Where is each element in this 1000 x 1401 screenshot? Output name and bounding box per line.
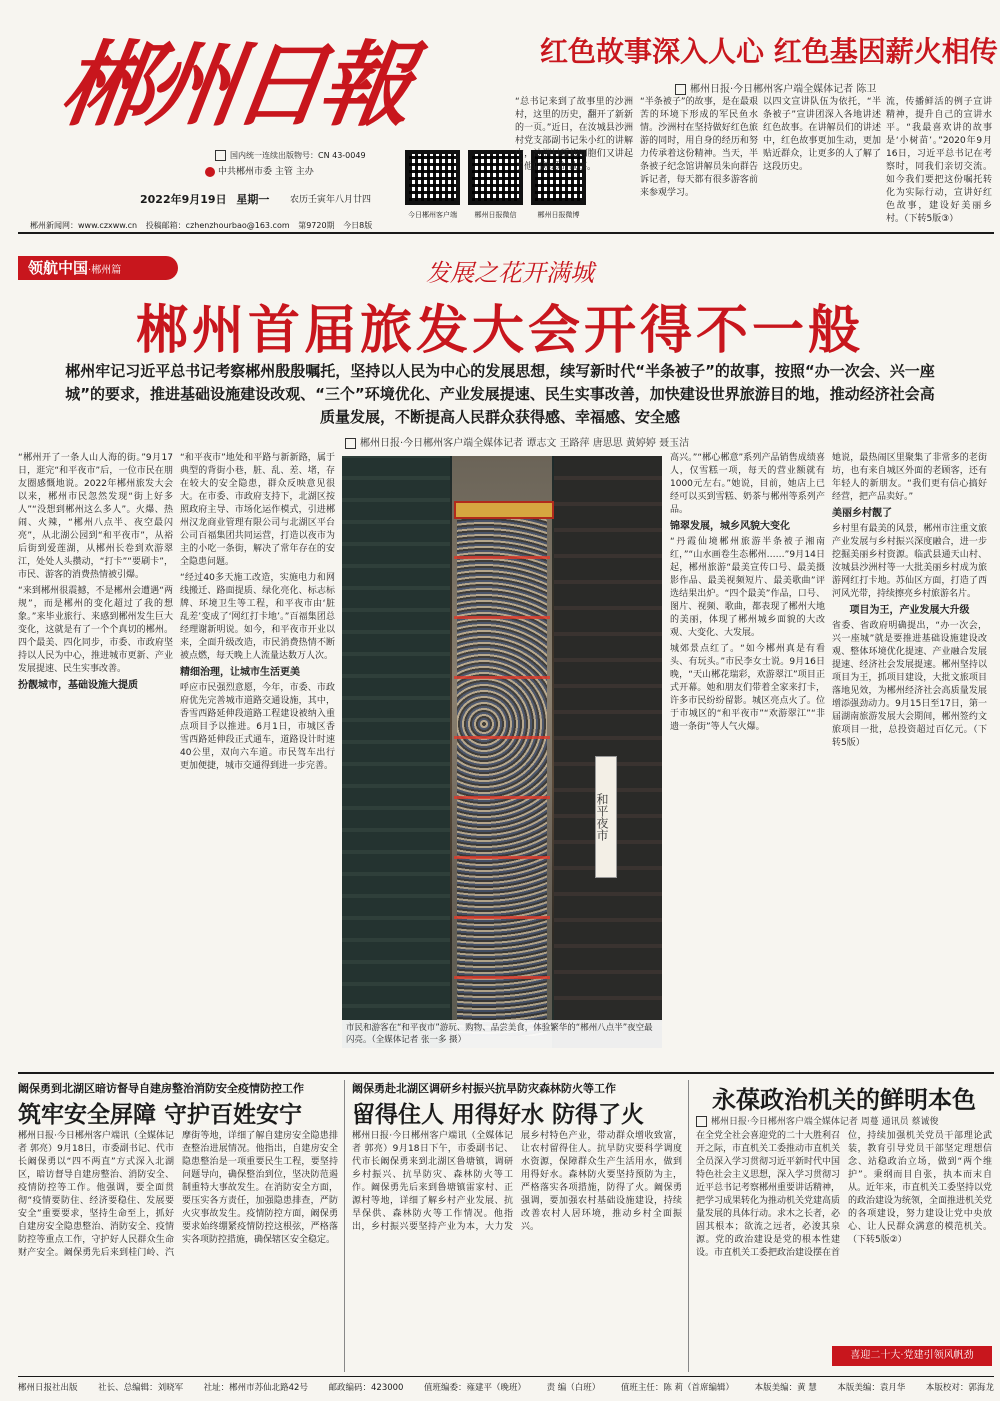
- qr-caption-2: 郴州日报微信: [474, 211, 517, 219]
- footer-editor: 值班编委：雍建平（晚班）: [424, 1383, 527, 1393]
- publisher-line: [205, 164, 405, 177]
- lead-col-3-para-3: 城郊景点红了。“如今郴州真是有看头、有玩头。”市民李女士说。9月16日晚，“天山郴花瑞彩，欢游翠江”项目正式开幕。她和朋友们带着全家来打卡，许多市民纷纷留影。城区亮点火了。位于市城区的“和平夜市”“欢游翠江”“非遗一条街”等人气火爆。: [670, 644, 825, 732]
- photo-left-buildings: [342, 456, 450, 1048]
- lead-col-3-para-2: “丹霞仙境郴州旅游半条被子湘南红，”“山水画卷生态郴州……”9月14日起，郴州旅游“最美宣传口号、最美摄影作品、最美视频短片、最美歌曲”评选结果出炉。“四个最美”作品，口号、图片、视频、歌曲，都表现了郴州大地的美丽，体现了郴州城乡面貌的大改观、大变化、大发展。: [670, 537, 825, 638]
- issue-weekday: 星期一: [236, 193, 270, 206]
- qr-caption-1: 今日郴州客户端: [408, 211, 457, 219]
- top-story-byline: [675, 80, 995, 95]
- checkbox-icon: [215, 150, 226, 161]
- lead-summary: 郴州牢记习近平总书记考察郴州殷殷嘱托，坚持以人民为中心的发展思想，续写新时代“半条被子”的故事，按照“办一次会、兴一座城”的要求，推进基础设施建设改观、“三个”环境优化、产业发展提速、民生实事改善，加快建设世界旅游目的地，推动经济社会高质量发展，不断提高人民群众获得感、幸福感、安全感: [65, 362, 935, 426]
- bottom-right-text: 在全党全社会喜迎党的二十大胜利召开之际，市直机关工委推动市直机关全员深入学习贯彻习近平新时代中国特色社会主义思想，深入学习贯彻习近平总书记考察郴州重要讲话精神，把学习成果转化为推动机关党建高质量发展的具体行动。求木之长者，必固其根本；欲流之远者，必浚其泉源。党的政治建设是党的根本性建设。市直机关工委把政治建设摆在首位，持续加强机关党员干部理论武装，教育引导党员干部坚定理想信念、站稳政治立场，做到“两个维护”。秉纲而目自张，执本而末自从。近年来，市直机关工委坚持以党的政治建设为统领，全面推进机关党的各项建设，努力建设让党中央放心、让人民群众满意的模范机关。（下转5版②）: [696, 1131, 993, 1258]
- byline-icon: [345, 438, 356, 449]
- issue-date: 2022年9月19日: [140, 193, 227, 206]
- bottom-left-headline: 筑牢安全屏障 守护百姓安宁: [18, 1101, 303, 1128]
- footer-publisher: 郴州日报社出版: [18, 1383, 78, 1393]
- bottom-divider-2: [688, 1080, 689, 1372]
- serial-number: 国内统一连续出版物号：CN 43-0049: [230, 151, 366, 160]
- bottom-mid-headline: 留得住人 用得好水 防得了火: [352, 1101, 645, 1128]
- lead-col-2-para-1: “和平夜市”地处和平路与新新路，属于典型的背街小巷，脏、乱、差、堵，存在较大的安全隐患，群众反映意见很大。在市委、市政府支持下，北湖区按照政府主导、市场化运作模式，引进郴州汉龙商业管理有限公司与北湖区平台公司百福集团共同运营，打造以夜市为主的小吃一条街，解决了常年存在的安全隐患问题。: [180, 453, 335, 567]
- footer-divider: [18, 1376, 994, 1377]
- top-story-col-2: “半条被子”的故事，是在最艰苦的环境下形成的军民鱼水情。沙洲村在坚持做好红色旅游的同时，用自身的经历和努力传承着这份精神。当天，半条被子纪念馆讲解员朱向群告诉记者，每天都有很多游客前来参观学习。: [640, 97, 758, 198]
- bottom-left-text: 郴州日报·今日郴州客户端讯（全媒体记者 郭亮）9月18日，市委副书记、代市长阚保勇以“四不两直”方式深入北湖区，暗访督导自建房整治、消防安全、疫情防控等工作。他强调，要全面贯彻“疫情要防住、经济要稳住、发展要安全”重要要求，坚持生命至上，抓好自建房安全隐患整治、消防安全、疫情防控等重点工作，守护好人民群众生命财产安全。阚保勇先后来到桂门岭、汽摩街等地，详细了解自建房安全隐患排查整治进展情况。他指出，自建房安全隐患整治是一项重要民生工程，要坚持问题导向，确保整治到位，坚决防范遏制重特大事故发生。在消防安全方面，要压实各方责任，加强隐患排查，严防火灾事故发生。疫情防控方面，阚保勇要求始终绷紧疫情防控这根弦，严格落实各项防控措施，确保辖区安全稳定。: [18, 1131, 338, 1258]
- section-badge-main: 领航中国: [28, 259, 89, 277]
- lead-col-1: [18, 452, 173, 1068]
- serial-label: [215, 150, 415, 161]
- email: 投稿邮箱：czhenzhourbao@163.com: [145, 221, 290, 230]
- lead-col-4-para-2: 乡村里有最美的风景，郴州市注重文旅产业发展与乡村振兴深度融合，进一步挖掘美丽乡村资源。临武县通天山村、汝城县沙洲村等一大批美丽乡村成为旅游网红打卡地。苏仙区方面，打造了西河风光带，持续擦亮乡村旅游名片。: [832, 524, 987, 599]
- lunar-date: 农历壬寅年八月廿四: [290, 195, 372, 205]
- lead-col-4-subhead-1: 美丽乡村靓了: [832, 508, 892, 519]
- lead-col-4-subhead-2: 项目为王，产业发展大升级: [849, 605, 970, 616]
- lead-col-3-para-1: 高兴。”“郴心郴意”系列产品销售成绩喜人，仅雪糕一项，每天的营业额就有1000元左右。”她说，目前，她店上已经可以买到雪糕、奶茶与郴州等系列产品。: [670, 453, 825, 515]
- website-line: [30, 220, 410, 231]
- lead-col-4-para-3: 省委、省政府明确提出，“办一次会，兴一座城”就是要推进基础设施建设改观、整体环境优化提速、产业融合发展提速、经济社会发展提速。郴州坚持以项目为王，抓项目建设，大批文旅项目落地见效，为郴州经济社会高质量发展增添强劲动力。9月15日至17日，第一届湖南旅游发展大会期间，郴州签约文旅项目一批，总投资超过百亿元。（下转5版）: [832, 621, 987, 748]
- lead-col-1-subhead: 扮靓城市，基础设施大提质: [18, 680, 138, 691]
- publisher-text: 中共郴州市委 主管 主办: [218, 167, 314, 177]
- bottom-mid-kicker: 阚保勇赴北湖区调研乡村振兴抗旱防灾森林防火等工作: [352, 1082, 616, 1095]
- party-theme-tag: 喜迎二十大·党建引领风帆劲: [832, 1346, 992, 1366]
- masthead-divider: [18, 232, 994, 234]
- byline-icon: [675, 84, 686, 95]
- section-badge-sub: ·郴州篇: [88, 265, 122, 276]
- footer-duty: 值班主任：陈 莉（首席编辑）: [620, 1383, 735, 1393]
- lead-byline: [345, 434, 965, 449]
- section-badge: [18, 256, 178, 280]
- photo-lantern-row: [454, 526, 550, 1006]
- byline-icon: [696, 1116, 707, 1127]
- lead-col-3-subhead: 锦翠发展，城乡风貌大变化: [670, 521, 790, 532]
- top-story-col-4: 流，传播鲜活的例子宣讲精神，提升自己的宣讲水平。“我最喜欢讲的故事是‘小树苗’。”2020年9月16日，习近平总书记在考察时，同我们亲切交流。如今我们要把这份嘱托转化为实际行动，宣讲好红色故事，建设好美丽乡村。（下转5版③）: [886, 97, 992, 224]
- footer-address: 社址：郴州市苏仙北路42号: [203, 1383, 308, 1393]
- footer-designer: 本版美编：袁月华: [837, 1383, 906, 1393]
- bottom-mid-text: 郴州日报·今日郴州客户端讯（全媒体记者 郭亮）9月18日下午，市委副书记、代市长阚保勇来到北湖区鲁塘镇，调研乡村振兴、抗旱防灾、森林防火等工作。阚保勇先后来到鲁塘镇雷家村、正源村等地，详细了解乡村产业发展、抗旱保供、森林防火等工作情况。他指出，乡村振兴要坚持产业为本，大力发展乡村特色产业，带动群众增收致富，让农村留得住人。抗旱防灾要科学调度水资源，保障群众生产生活用水，做到用得好水。森林防火要坚持预防为主，严格落实各项措施，防得了火。阚保勇强调，要加强农村基础设施建设，持续改善农村人居环境，推动乡村全面振兴。: [352, 1131, 682, 1232]
- lead-col-1-para-1: “郴州开了一条人山人海的街。”9月17日，逛完“和平夜市”后，一位市民在朋友圈感慨地说。2022年郴州旅发大会以来，郴州市民忽然发现“街上好多人”“没想到郴州这么多人”。火爆、热闹、火辣，“郴州八点半、夜空最闪亮”，从北湖公园到“和平夜市”，从裕后街到爱莲湖，从郴州长卷到欢游翠江，处处人头攒动，“打卡”“要刷卡”，市民、游客的消费热情被引爆。: [18, 453, 173, 580]
- bottom-right-headline: 永葆政治机关的鲜明本色: [712, 1085, 976, 1114]
- footer-proof: 本版校对：郭海龙: [925, 1383, 994, 1393]
- lead-kicker: 发展之花开满城: [426, 259, 594, 287]
- lead-col-2-para-3: 呼应市民强烈意愿，今年，市委、市政府优先完善城市道路交通设施，其中，香雪西路延伸段道路工程建设被纳入重点项目予以推进。6月1日，市城区香雪西路延伸段正式通车，道路设计时速40公里，双向六车道。市民驾车出行更加便捷，城市交通得到进一步完善。: [180, 683, 335, 771]
- top-story-col-1: “总书记来到了故事里的沙洲村，这里的历史，翻开了新新的一页。”近日，在汝城县沙洲村党支部副书记朱小红的讲解中，沙洲村瑶族同胞们又讲起了他们熟悉的故事。: [515, 97, 633, 172]
- top-story-col-3: 以四文宣讲队伍为依托，“半条被子”宣讲团深入各地讲述红色故事。在讲解员们的讲述中，红色故事更加生动，更加贴近群众，让更多的人了解了这段历史。: [763, 97, 881, 172]
- lead-byline-text: 郴州日报·今日郴州客户端全媒体记者 谭志文 王路萍 唐思思 黄婷婷 聂玉洁: [360, 438, 690, 449]
- lead-col-2: [180, 452, 335, 1068]
- qr-caption-3: 郴州日报微博: [537, 211, 580, 219]
- lead-col-2-subhead: 精细治理，让城市生活更美: [180, 667, 300, 678]
- footer-chief: 责 编（白班）: [546, 1383, 601, 1393]
- bottom-right-byline-text: 郴州日报·今日郴州客户端全媒体记者 周蔓 通讯员 蔡诚俊: [711, 1117, 939, 1127]
- photo-gate: [454, 501, 554, 519]
- footer-postcode: 邮政编码：423000: [328, 1383, 404, 1393]
- page-count: 今日8版: [343, 221, 373, 230]
- bottom-left-kicker: 阚保勇到北湖区暗访督导自建房整治消防安全疫情防控工作: [18, 1082, 304, 1095]
- bottom-divider-1: [344, 1080, 345, 1372]
- lead-col-4: [832, 452, 987, 1068]
- footer-page-editor: 本版美编：黄 慧: [754, 1383, 817, 1393]
- photo-caption: 市民和游客在“和平夜市”游玩、购物、品尝美食，体验繁华的“郴州八点半”夜空最闪亮。（全媒体记者 张一多 摄）: [342, 1020, 662, 1048]
- issue-number: 第9720期: [298, 221, 335, 230]
- lead-col-2-para-2: “经过40多天施工改造，实施电力和网线搬迁、路面提质、绿化亮化、标志标牌、环境卫生等工程，和平夜市由‘脏乱差’变成了‘网红打卡地’。”百福集团总经理谢新明说。如今，和平夜市开业以来，全面升级改造，市民消费热情不断被点燃，每天晚上人流量达数万人次。: [180, 573, 335, 661]
- lead-col-4-para-1: 她说，最热闹区里聚集了非常多的老街坊，也有来自城区外面的老顾客，还有年轻人的新朋友。“我们更有信心搞好经营，把产品卖好。”: [832, 453, 987, 502]
- lead-headline: 郴州首届旅发大会开得不一般: [135, 300, 864, 361]
- qr-code-app[interactable]: [405, 150, 460, 205]
- night-market-photo: [342, 456, 662, 1048]
- footer-president: 社长、总编辑：刘晓军: [98, 1383, 184, 1393]
- photo-right-buildings: [554, 456, 662, 1048]
- party-emblem-icon: [205, 167, 215, 177]
- lead-col-3: [670, 452, 825, 1068]
- masthead-title: 郴州日報: [54, 31, 414, 139]
- photo-sign: 和平夜市: [595, 756, 617, 878]
- top-story-byline-text: 郴州日报·今日郴州客户端全媒体记者 陈卫: [690, 84, 877, 95]
- footer: [18, 1381, 994, 1393]
- bottom-right-byline: [696, 1114, 992, 1127]
- lead-col-1-para-2: “来到郴州很震撼，不是郴州会遭遇“两规”，而是郴州的变化超过了我的想象。”来毕业旅行、来感到郴州发生巨大变化，这就是有了一个个真切的郴州。四个最美、四化同步，市委、市政府坚持以人民为中心，推进城市更新、产业发展提速、民生实事改善。: [18, 586, 173, 674]
- lead-bottom-divider: [18, 1072, 994, 1074]
- top-story-headline: 红色故事深入人心 红色基因薪火相传: [540, 35, 998, 68]
- website: 郴州新闻网：www.czxww.cn: [30, 221, 138, 230]
